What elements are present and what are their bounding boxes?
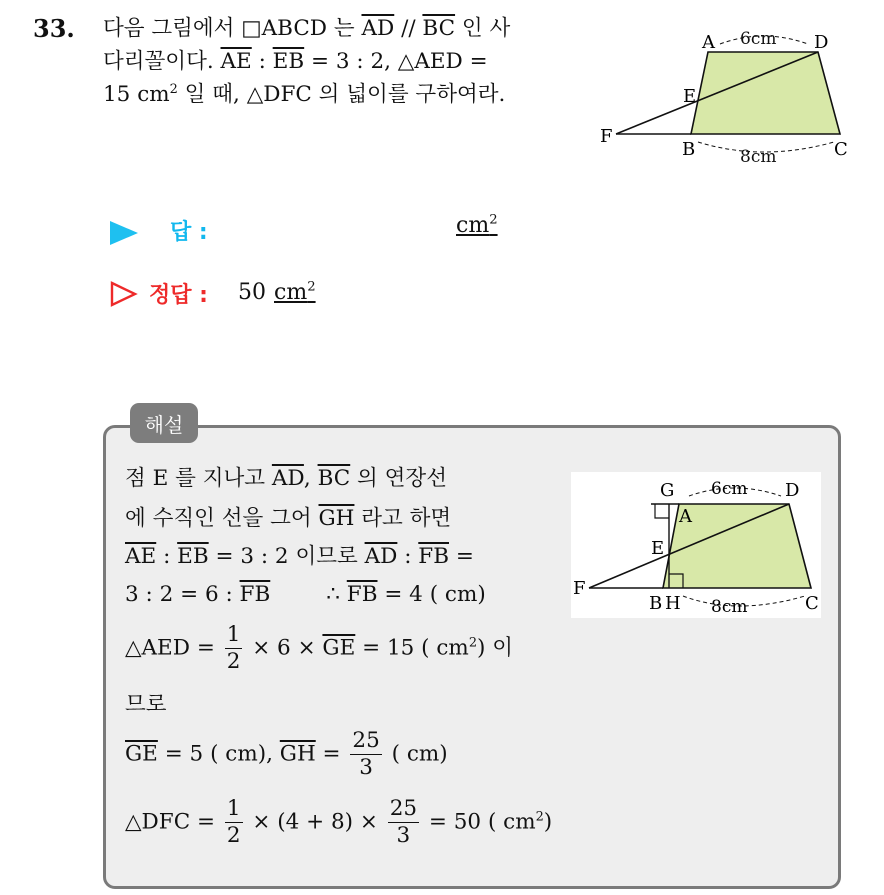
label-d: D (814, 32, 829, 53)
label-d-2: D (785, 480, 800, 501)
question-line-3: 15 $cm^2$ 일 때, △DFC 의 넓이를 구하여라. (103, 81, 506, 107)
solution-line-6: 므로 (125, 692, 167, 717)
label-a-2: A (679, 506, 692, 527)
label-f-2: F (573, 578, 586, 599)
top-length-label-2: 6cm (711, 479, 748, 499)
answer-label: 답 : (170, 220, 208, 245)
solution-line-8: △DFC = $\frac{1}{2}$ × (4 + 8) × $\frac{25}{3}$ = 50 ( $cm^2$) (125, 796, 553, 848)
label-e: E (683, 86, 697, 107)
correct-value: 50 $cm^2$ (238, 279, 316, 305)
fraction-25-3: $\frac{25}{3}$ (352, 728, 380, 780)
fraction-one-half: $\frac{1}{2}$ (226, 622, 241, 674)
question-line-1: 다음 그림에서 □ABCD 는 $\overline{AD} // \overline{BC}$ 인 사 (103, 16, 511, 41)
answer-unit: $cm^2$ (456, 212, 498, 238)
answer-arrow-icon (110, 221, 138, 245)
label-h: H (665, 593, 681, 614)
solution-line-5: △AED = $\frac{1}{2}$ × $6 \times \overline{GE} = 15$ ( $cm^2$) 이 (125, 622, 514, 674)
correct-arrow-icon (110, 281, 138, 307)
label-e-2: E (651, 538, 665, 559)
fraction-25-3-2: $\frac{25}{3}$ (389, 796, 418, 848)
label-c-2: C (805, 593, 819, 614)
top-length-label: 6cm (740, 29, 777, 49)
solution-line-7: $\overline{GE} = 5$ ( cm), $\overline{GH}$ = $\frac{25}{3}$ ( cm) (125, 728, 448, 780)
solution-line-2: 에 수직인 선을 그어 $\overline{GH}$ 라고 하면 (125, 506, 452, 531)
label-g: G (660, 480, 675, 501)
question-line-2: 다리꼴이다. $\overline{AE}$ : $\overline{EB} = 3$ : 2, △AED = (103, 49, 488, 74)
label-a: A (702, 32, 715, 53)
trapezoid-abcd (691, 52, 840, 134)
solution-line-3: $\overline{AE}$ : $\overline{EB} = 3$ : 2 이므로 $\overline{AD}$ : $\overline{FB}$ = (125, 544, 474, 569)
label-b: B (682, 139, 696, 160)
question-text (103, 12, 573, 111)
label-c: C (834, 139, 848, 160)
label-f: F (600, 126, 613, 147)
solution-line-1: 점 E 를 지나고 $\overline{AD}$, $\overline{BC}$ 의 연장선 (125, 466, 447, 491)
trapezoid-figure (598, 22, 858, 172)
label-b-2: B (649, 593, 663, 614)
solution-tag: 해설 (130, 403, 198, 443)
solution-figure (571, 472, 821, 618)
question-number: 33. (33, 14, 75, 43)
bottom-length-label: 8cm (740, 147, 777, 167)
fraction-one-half-2: $\frac{1}{2}$ (226, 796, 241, 848)
bottom-length-label-2: 8cm (711, 597, 748, 617)
right-angle-g (655, 504, 669, 518)
solution-line-4: 3 : 2 = 6 : $\overline{FB}$ ∴ $\overline{FB} = 4$ ( cm) (125, 582, 486, 607)
correct-label: 정답 : (149, 283, 208, 308)
